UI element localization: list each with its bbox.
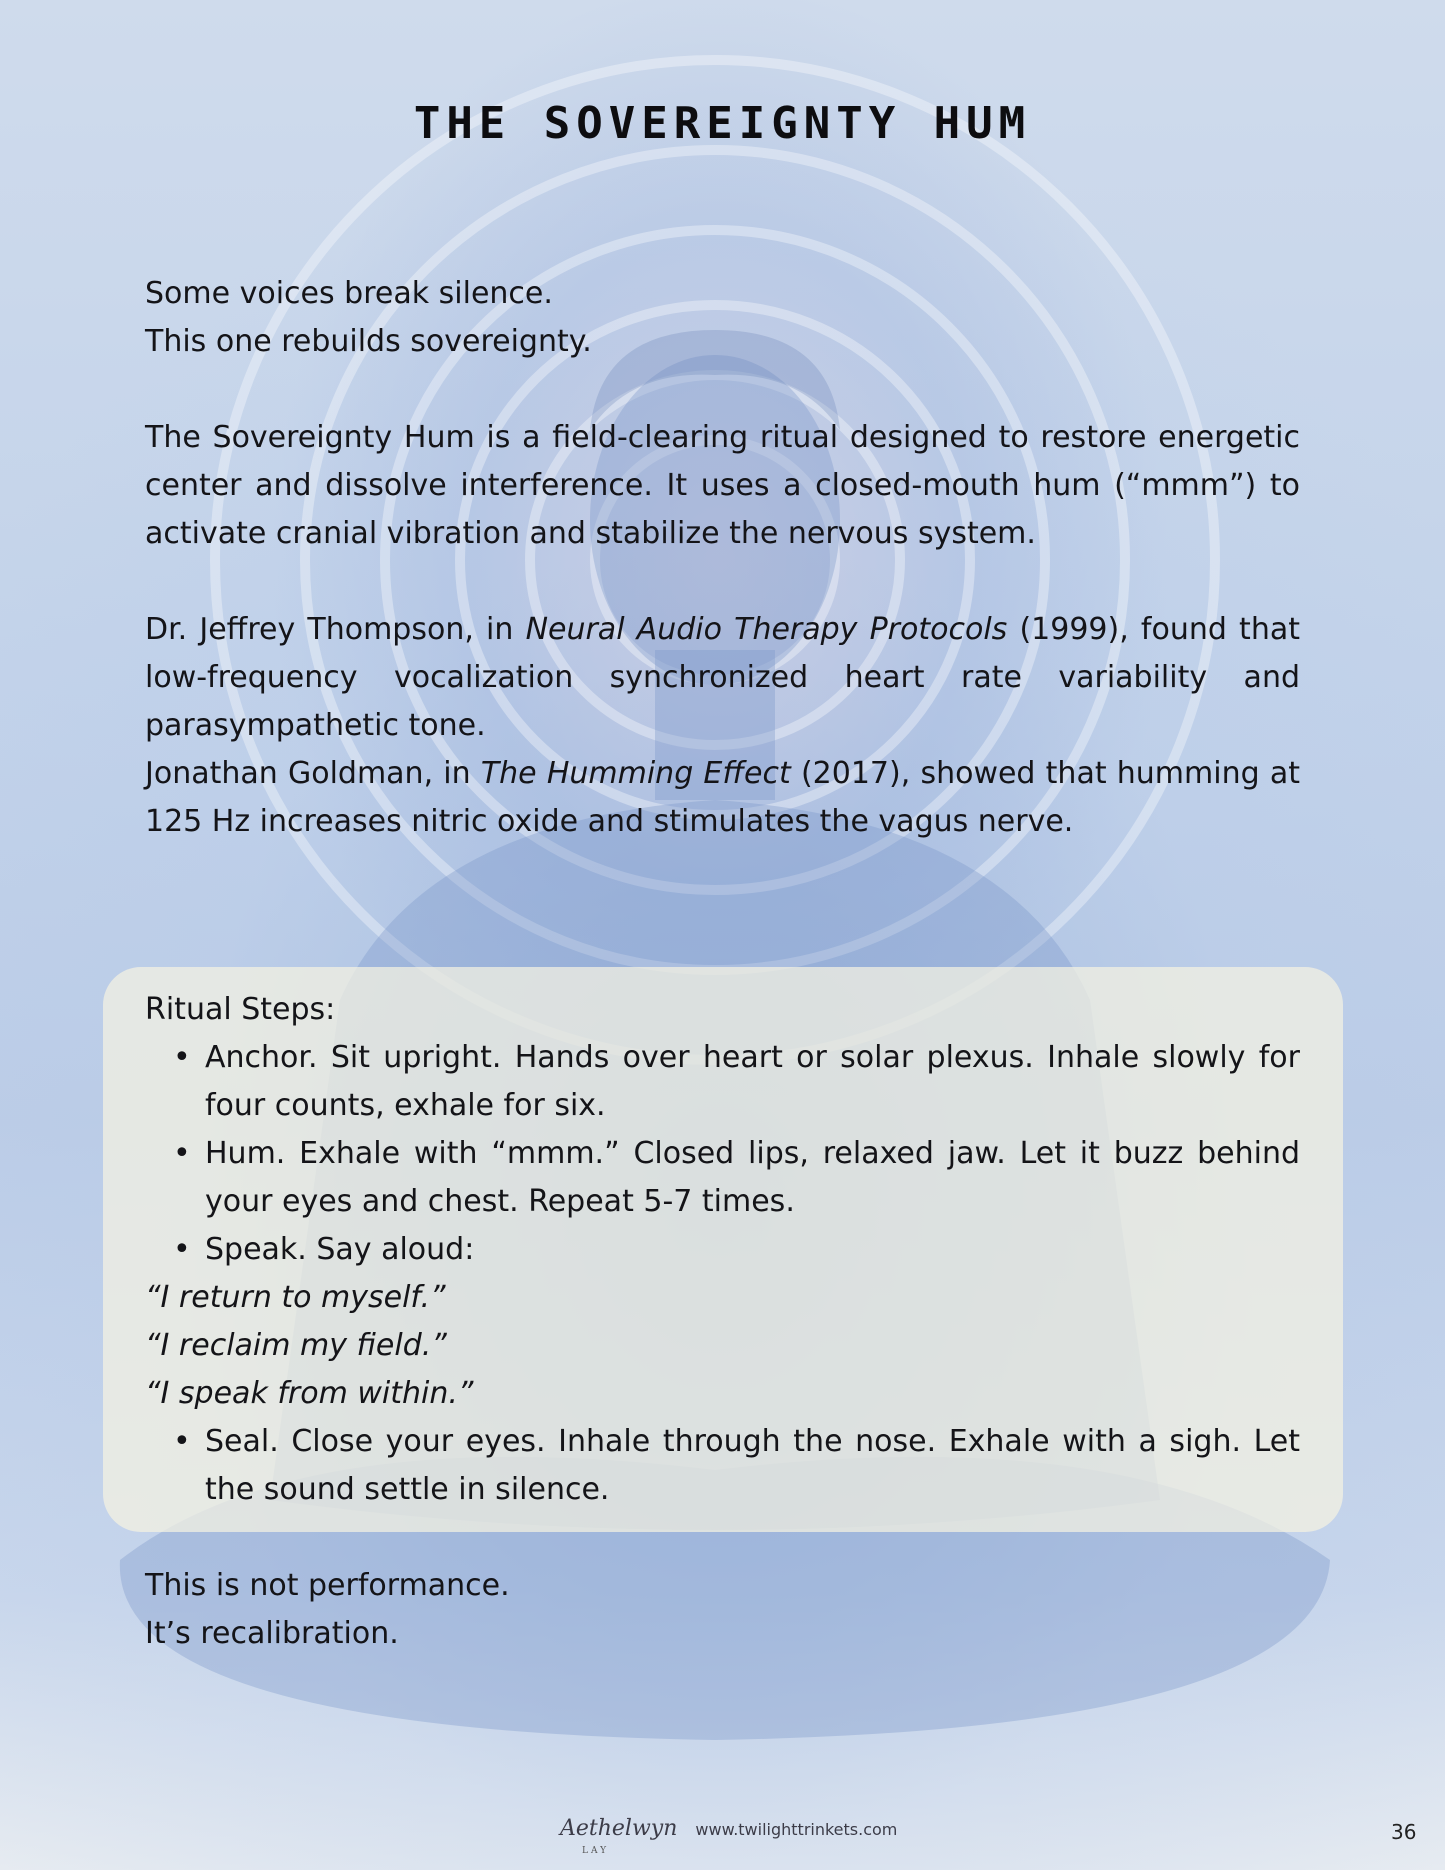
website-link[interactable]: www.twilighttrinkets.com (695, 1819, 898, 1839)
steps-list (145, 1034, 1300, 1274)
closing-lines (145, 1562, 510, 1658)
text: Dr. Jeffrey Thompson, in (145, 612, 526, 647)
paragraph-goldman (145, 750, 1300, 846)
paragraph-thompson (145, 606, 1300, 750)
page-number: 36 (1391, 1820, 1417, 1844)
text: (1999), found that low-frequency vocalization synchronized heart rate variability and parasympathetic tone. (145, 612, 1300, 743)
step-hum: • Hum. Exhale with “mmm.” Closed lips, relaxed jaw. Let it buzz behind your eyes and chest. Repeat 5-7 times. (205, 1130, 1300, 1226)
closing-line: This is not performance. (145, 1568, 510, 1603)
logo-name: Aethelwyn (560, 1816, 678, 1841)
ritual-steps (145, 986, 1300, 1514)
steps-heading: Ritual Steps: (145, 992, 336, 1027)
step-speak: • Speak. Say aloud: (205, 1226, 1300, 1274)
intro-line: Some voices break silence. (145, 276, 553, 311)
intro-line: This one rebuilds sovereignty. (145, 324, 592, 359)
page-title: THE SOVEREIGNTY HUM (413, 98, 1032, 149)
text: (2017), showed that humming at 125 Hz increases nitric oxide and stimulates the vagus nerve. (145, 756, 1300, 839)
step-seal: • Seal. Close your eyes. Inhale through the nose. Exhale with a sigh. Let the sound settle in silence. (205, 1418, 1300, 1514)
affirmation: “I reclaim my field.” (145, 1328, 447, 1363)
brand-logo (560, 1816, 678, 1856)
closing-line: It’s recalibration. (145, 1616, 399, 1651)
book-title: The Humming Effect (480, 756, 791, 791)
footer (560, 1816, 898, 1856)
affirmation: “I return to myself.” (145, 1280, 446, 1315)
text: Jonathan Goldman, in (145, 756, 481, 791)
body-text (145, 270, 1300, 846)
book-title: Neural Audio Therapy Protocols (525, 612, 1008, 647)
logo-sub: LAY (582, 1846, 610, 1856)
step-anchor: • Anchor. Sit upright. Hands over heart or solar plexus. Inhale slowly for four counts, exhale for six. (205, 1034, 1300, 1130)
paragraph-description: The Sovereignty Hum is a field-clearing ritual designed to restore energetic center and dissolve interference. It uses a closed-mouth hum (“mmm”) to activate cranial vibration and stabilize the nervous system. (145, 420, 1300, 551)
steps-list-continued (145, 1418, 1300, 1514)
affirmation: “I speak from within.” (145, 1376, 474, 1411)
